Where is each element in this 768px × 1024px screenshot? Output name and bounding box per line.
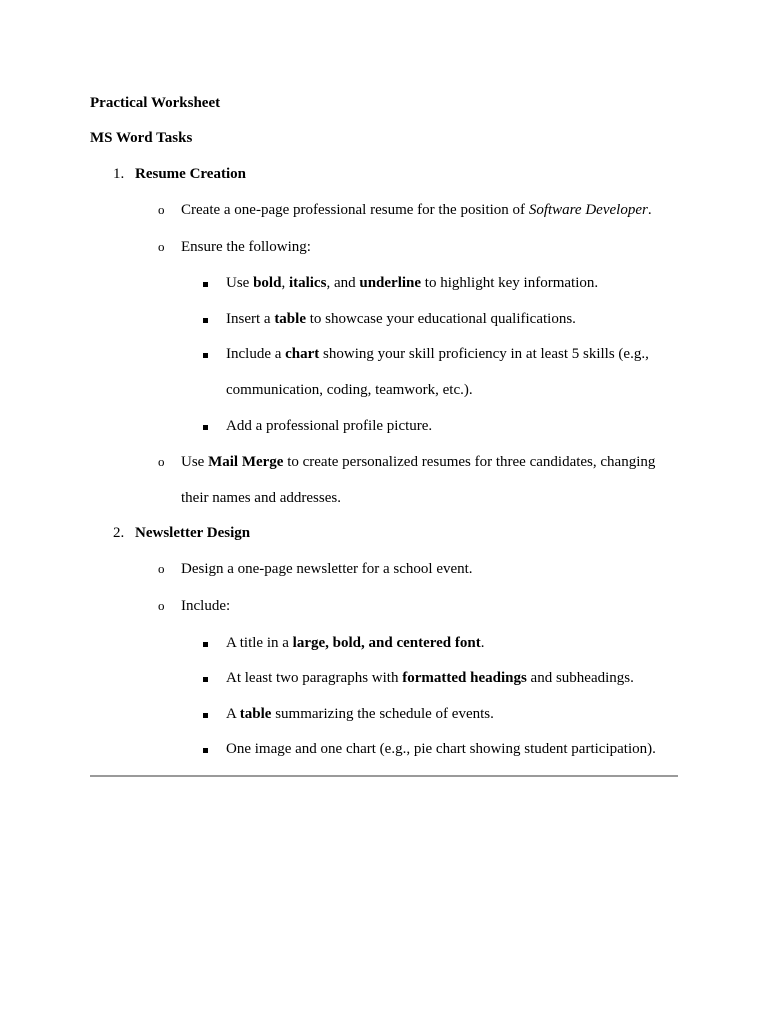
list-subitem: One image and one chart (e.g., pie chart showing student participation).: [226, 741, 656, 757]
list-bullet-circle: o: [158, 454, 165, 469]
horizontal-rule: [90, 775, 678, 777]
list-bullet-square: [203, 417, 208, 435]
list-bullet-circle: o: [158, 598, 165, 613]
list-subitem-continuation: communication, coding, teamwork, etc.).: [226, 382, 473, 398]
list-bullet-circle: o: [158, 202, 165, 217]
section-number: 2.: [113, 525, 125, 541]
list-bullet-square: [203, 345, 208, 363]
list-subitem: At least two paragraphs with formatted headings and subheadings.: [226, 670, 634, 686]
list-bullet-square: [203, 634, 208, 652]
list-bullet-square: [203, 705, 208, 723]
list-bullet-circle: o: [158, 239, 165, 254]
list-subitem: Use bold, italics, and underline to highlight key information.: [226, 275, 599, 291]
list-subitem: Include a chart showing your skill proficiency in at least 5 skills (e.g.,: [226, 346, 649, 362]
list-bullet-circle: o: [158, 561, 165, 576]
section-heading: Newsletter Design: [135, 525, 251, 541]
list-bullet-square: [203, 310, 208, 328]
list-subitem: A table summarizing the schedule of events.: [226, 706, 494, 722]
list-item: Include:: [181, 598, 231, 614]
document-subtitle: MS Word Tasks: [90, 130, 193, 146]
section-heading: Resume Creation: [135, 166, 246, 182]
section-number: 1.: [113, 166, 125, 182]
list-item: Use Mail Merge to create personalized resumes for three candidates, changing: [181, 454, 656, 470]
list-bullet-square: [203, 669, 208, 687]
list-item: Ensure the following:: [181, 239, 311, 255]
document-title: Practical Worksheet: [90, 95, 221, 111]
list-bullet-square: [203, 740, 208, 758]
list-item-continuation: their names and addresses.: [181, 490, 341, 506]
list-item: Design a one-page newsletter for a school event.: [181, 561, 473, 577]
list-item: Create a one-page professional resume for the position of Software Developer.: [181, 202, 652, 218]
list-subitem: Insert a table to showcase your educational qualifications.: [226, 311, 576, 327]
list-bullet-square: [203, 274, 208, 292]
list-subitem: A title in a large, bold, and centered font.: [226, 635, 485, 651]
list-subitem: Add a professional profile picture.: [226, 418, 433, 434]
